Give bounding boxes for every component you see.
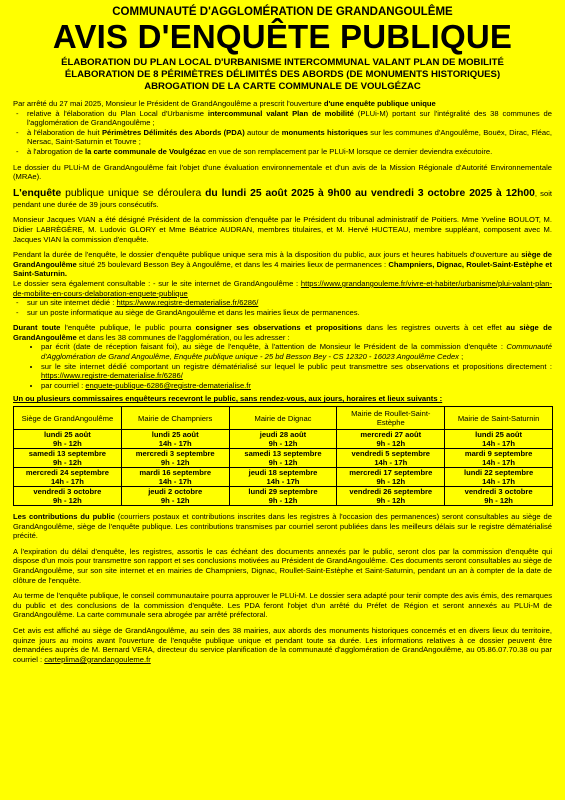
table-row <box>14 468 553 487</box>
list-item: - à l'élaboration de huit Périmètres Délimités des Abords (PDA) autour de monuments historiques sur les communes d'Angoulême, Bouëx, Dirac, Fléac, Nersac, Saint-Saturnin et Touvre ; <box>13 128 552 147</box>
table-cell: jeudi 28 août 9h - 12h <box>229 430 337 449</box>
affichage-paragraph: Cet avis est affiché au siège de GrandAngoulême, au sein des 38 mairies, aux abords des monuments historiques concernés et en divers lieux du territoire, quinze jours au moins avant l'ouverture de l'enquête publique unique et pendant toute sa durée. Les informations relatives à ce dossier peuvent être demandées auprès de M. Bernard VERA, directeur du service planification de la communauté d'agglomération de GrandAngoulême, au 05.86.07.70.38 ou par courriel : carteplima@grandangouleme.fr <box>13 625 552 664</box>
list-item: • sur le site internet dédié comportant un registre dématérialisé sur lequel le public peut transmettre ses observations et propositions directement : https://www.registre-dematerialise.fr/6286/ <box>41 362 552 381</box>
intro-list <box>13 109 552 157</box>
table-cell: mardi 16 septembre 14h - 17h <box>121 468 229 487</box>
dossier-online-paragraph: Le dossier sera également consultable : - sur le site internet de GrandAngoulême : https://www.grandangouleme.fr/vivre-et-habiter/urbanisme/plui-valant-plan-de-mobilite-en-cours-delaboration-enquete-publique <box>13 278 552 298</box>
expiration-paragraph: A l'expiration du délai d'enquête, les registres, assortis le cas échéant des documents annexés par le public, seront clos par la commission d'enquête qui dispose d'un mois pour transmettre son rapport et ses conclusions motivées au Président de GrandAngoulême. Ces documents seront consultables au siège de GrandAngoulême, sur son site internet et en mairies de Champniers, Dignac, Roullet-Saint-Estèphe et Saint-Saturnin, pendant un an à compter de la date de clôture de l'enquête. <box>13 546 552 585</box>
contact-email-link[interactable]: carteplima@grandangouleme.fr <box>44 654 151 664</box>
subtitle-1: ÉLABORATION DU PLAN LOCAL D'URBANISME INTERCOMMUNAL VALANT PLAN DE MOBILITÉ <box>61 57 504 68</box>
table-cell: lundi 22 septembre 14h - 17h <box>445 468 553 487</box>
observations-paragraph: Durant toute l'enquête publique, le public pourra consigner ses observations et propositions dans les registres ouverts à cet effet au siège de GrandAngoulême et dans les 38 communes de l'agglomération, ou les adresser : <box>13 323 552 342</box>
table-cell: mercredi 3 septembre 9h - 12h <box>121 449 229 468</box>
registry-link[interactable]: https://www.registre-dematerialise.fr/6286/ <box>116 298 259 308</box>
table-row <box>14 430 553 449</box>
subtitle-3: ABROGATION DE LA CARTE COMMUNALE DE VOULGÉZAC <box>144 81 421 92</box>
table-cell: jeudi 2 octobre 9h - 12h <box>121 487 229 506</box>
table-header-row <box>14 407 553 430</box>
table-cell: mardi 9 septembre 14h - 17h <box>445 449 553 468</box>
table-cell: lundi 25 août 14h - 17h <box>445 430 553 449</box>
approbation-paragraph: Au terme de l'enquête publique, le conseil communautaire pourra approuver le PLUi-M. Le dossier sera adapté pour tenir compte des avis émis, des remarques du public et des conclusions de la commission d'enquête. Les PDA feront l'objet d'un arrêté du Préfet de Région et seront annexés au PLUi-M de GrandAngoulême. La carte communale sera abrogée par arrêté préfectoral. <box>13 591 552 620</box>
intro-paragraph: Par arrêté du 27 mai 2025, Monsieur le Président de GrandAngoulême a prescrit l'ouverture d'une enquête publique unique <box>13 99 436 108</box>
list-item: - à l'abrogation de la carte communale de Voulgézac en vue de son remplacement par le PLUi-M lorsque ce dernier deviendra exécutoire. <box>13 147 552 157</box>
commission-paragraph: Monsieur Jacques VIAN a été désigné Président de la commission d'enquête par le Président du tribunal administratif de Poitiers. Mme Yveline BOULOT, M. Didier LABRÈGÈRE, M. Ludovic GLORY et Mme Béatrice AUDRAN, membres titulaires, et M. Hervé HUCTEAU, membre suppléant, composent avec M. Jacques VIAN la commission d'enquête. <box>13 215 552 244</box>
table-cell: mercredi 17 septembre 9h - 12h <box>337 468 445 487</box>
registry-link[interactable]: https://www.registre-dematerialise.fr/6286/ <box>41 371 183 381</box>
table-header: Siège de GrandAngoulême <box>14 407 122 430</box>
org-name: COMMUNAUTÉ D'AGGLOMÉRATION DE GRANDANGOULÊME <box>112 6 453 18</box>
table-header: Mairie de Dignac <box>229 407 337 430</box>
dossier-list <box>13 298 552 317</box>
list-item: - sur un poste informatique au siège de GrandAngoulême et dans les mairies lieux de permanences. <box>13 308 552 318</box>
table-cell: vendredi 26 septembre 9h - 12h <box>337 487 445 506</box>
subtitle-2: ÉLABORATION DE 8 PÉRIMÈTRES DÉLIMITÉS DES ABORDS (DE MONUMENTS HISTORIQUES) <box>64 69 501 80</box>
table-header: Mairie de Champniers <box>121 407 229 430</box>
permanences-intro: Un ou plusieurs commissaires enquêteurs recevront le public, sans rendez-vous, aux jours, horaires et lieux suivants : <box>13 394 443 404</box>
table-cell: vendredi 3 octobre 9h - 12h <box>14 487 122 506</box>
website-link[interactable]: https://www.grandangouleme.fr/vivre-et-habiter/urbanisme/plui-valant-plan-de-mobilite-en-cours-delaboration-enquete-publique <box>13 278 552 298</box>
dates-paragraph: L'enquête publique unique se déroulera du lundi 25 août 2025 à 9h00 au vendredi 3 octobre 2025 à 12h00, soit pendant une durée de 39 jours consécutifs. <box>13 187 552 209</box>
table-header: Mairie de Saint-Saturnin <box>445 407 553 430</box>
table-row <box>14 449 553 468</box>
table-row <box>14 487 553 506</box>
list-item: • par courriel : enquete-publique-6286@registre-dematerialise.fr <box>41 381 552 391</box>
table-cell: lundi 29 septembre 9h - 12h <box>229 487 337 506</box>
list-item: - relative à l'élaboration du Plan Local d'Urbanisme intercommunal valant Plan de mobilité (PLUi-M) portant sur l'intégralité des 38 communes de l'agglomération de GrandAngoulême ; <box>13 109 552 128</box>
list-item: • par écrit (date de réception faisant foi), au siège de l'enquête, à l'attention de Monsieur le Président de la commission d'enquête : Communauté d'Agglomération de Grand Angoulême, Enquête publique unique - 25 bd Besson Bey - CS 12320 - 16023 Angoulême Cedex ; <box>41 342 552 361</box>
table-header: Mairie de Roullet-Saint-Estèphe <box>337 407 445 430</box>
table-cell: samedi 13 septembre 9h - 12h <box>14 449 122 468</box>
table-cell: samedi 13 septembre 9h - 12h <box>229 449 337 468</box>
contributions-paragraph: Les contributions du public (courriers postaux et contributions inscrites dans les registres à l'occasion des permanences) seront consultables au siège de GrandAngoulême, siège de l'enquête publique. Les contributions transmises par courriel seront publiées dans les meilleurs délais sur le registre dématérialisé précité. <box>13 512 553 541</box>
permanences-table <box>13 406 553 506</box>
table-cell: jeudi 18 septembre 14h - 17h <box>229 468 337 487</box>
observations-list <box>13 342 552 390</box>
table-cell: lundi 25 août 14h - 17h <box>121 430 229 449</box>
table-cell: lundi 25 août 9h - 12h <box>14 430 122 449</box>
notice-title: AVIS D'ENQUÊTE PUBLIQUE <box>52 18 513 55</box>
table-cell: vendredi 5 septembre 14h - 17h <box>337 449 445 468</box>
dossier-dispo-paragraph: Pendant la durée de l'enquête, le dossier d'enquête publique unique sera mis à la disposition du public, aux jours et heures habituels d'ouverture au siège de GrandAngoulême situé 25 boulevard Besson Bey à Angoulême, et dans les 4 mairies lieux de permanences : Champniers, Dignac, Roulet-Saint-Estèphe et Saint-Saturnin. <box>13 250 553 279</box>
email-link[interactable]: enquete-publique-6286@registre-dematerialise.fr <box>85 380 251 390</box>
table-cell: mercredi 24 septembre 14h - 17h <box>14 468 122 487</box>
table-cell: mercredi 27 août 9h - 12h <box>337 430 445 449</box>
dossier-paragraph: Le dossier du PLUi-M de GrandAngoulême fait l'objet d'une évaluation environnementale et d'un avis de la Mission Régionale d'Autorité Environnementale (MRAe). <box>13 162 552 182</box>
list-item: - sur un site internet dédié : https://www.registre-dematerialise.fr/6286/ <box>13 298 552 308</box>
table-cell: vendredi 3 octobre 9h - 12h <box>445 487 553 506</box>
